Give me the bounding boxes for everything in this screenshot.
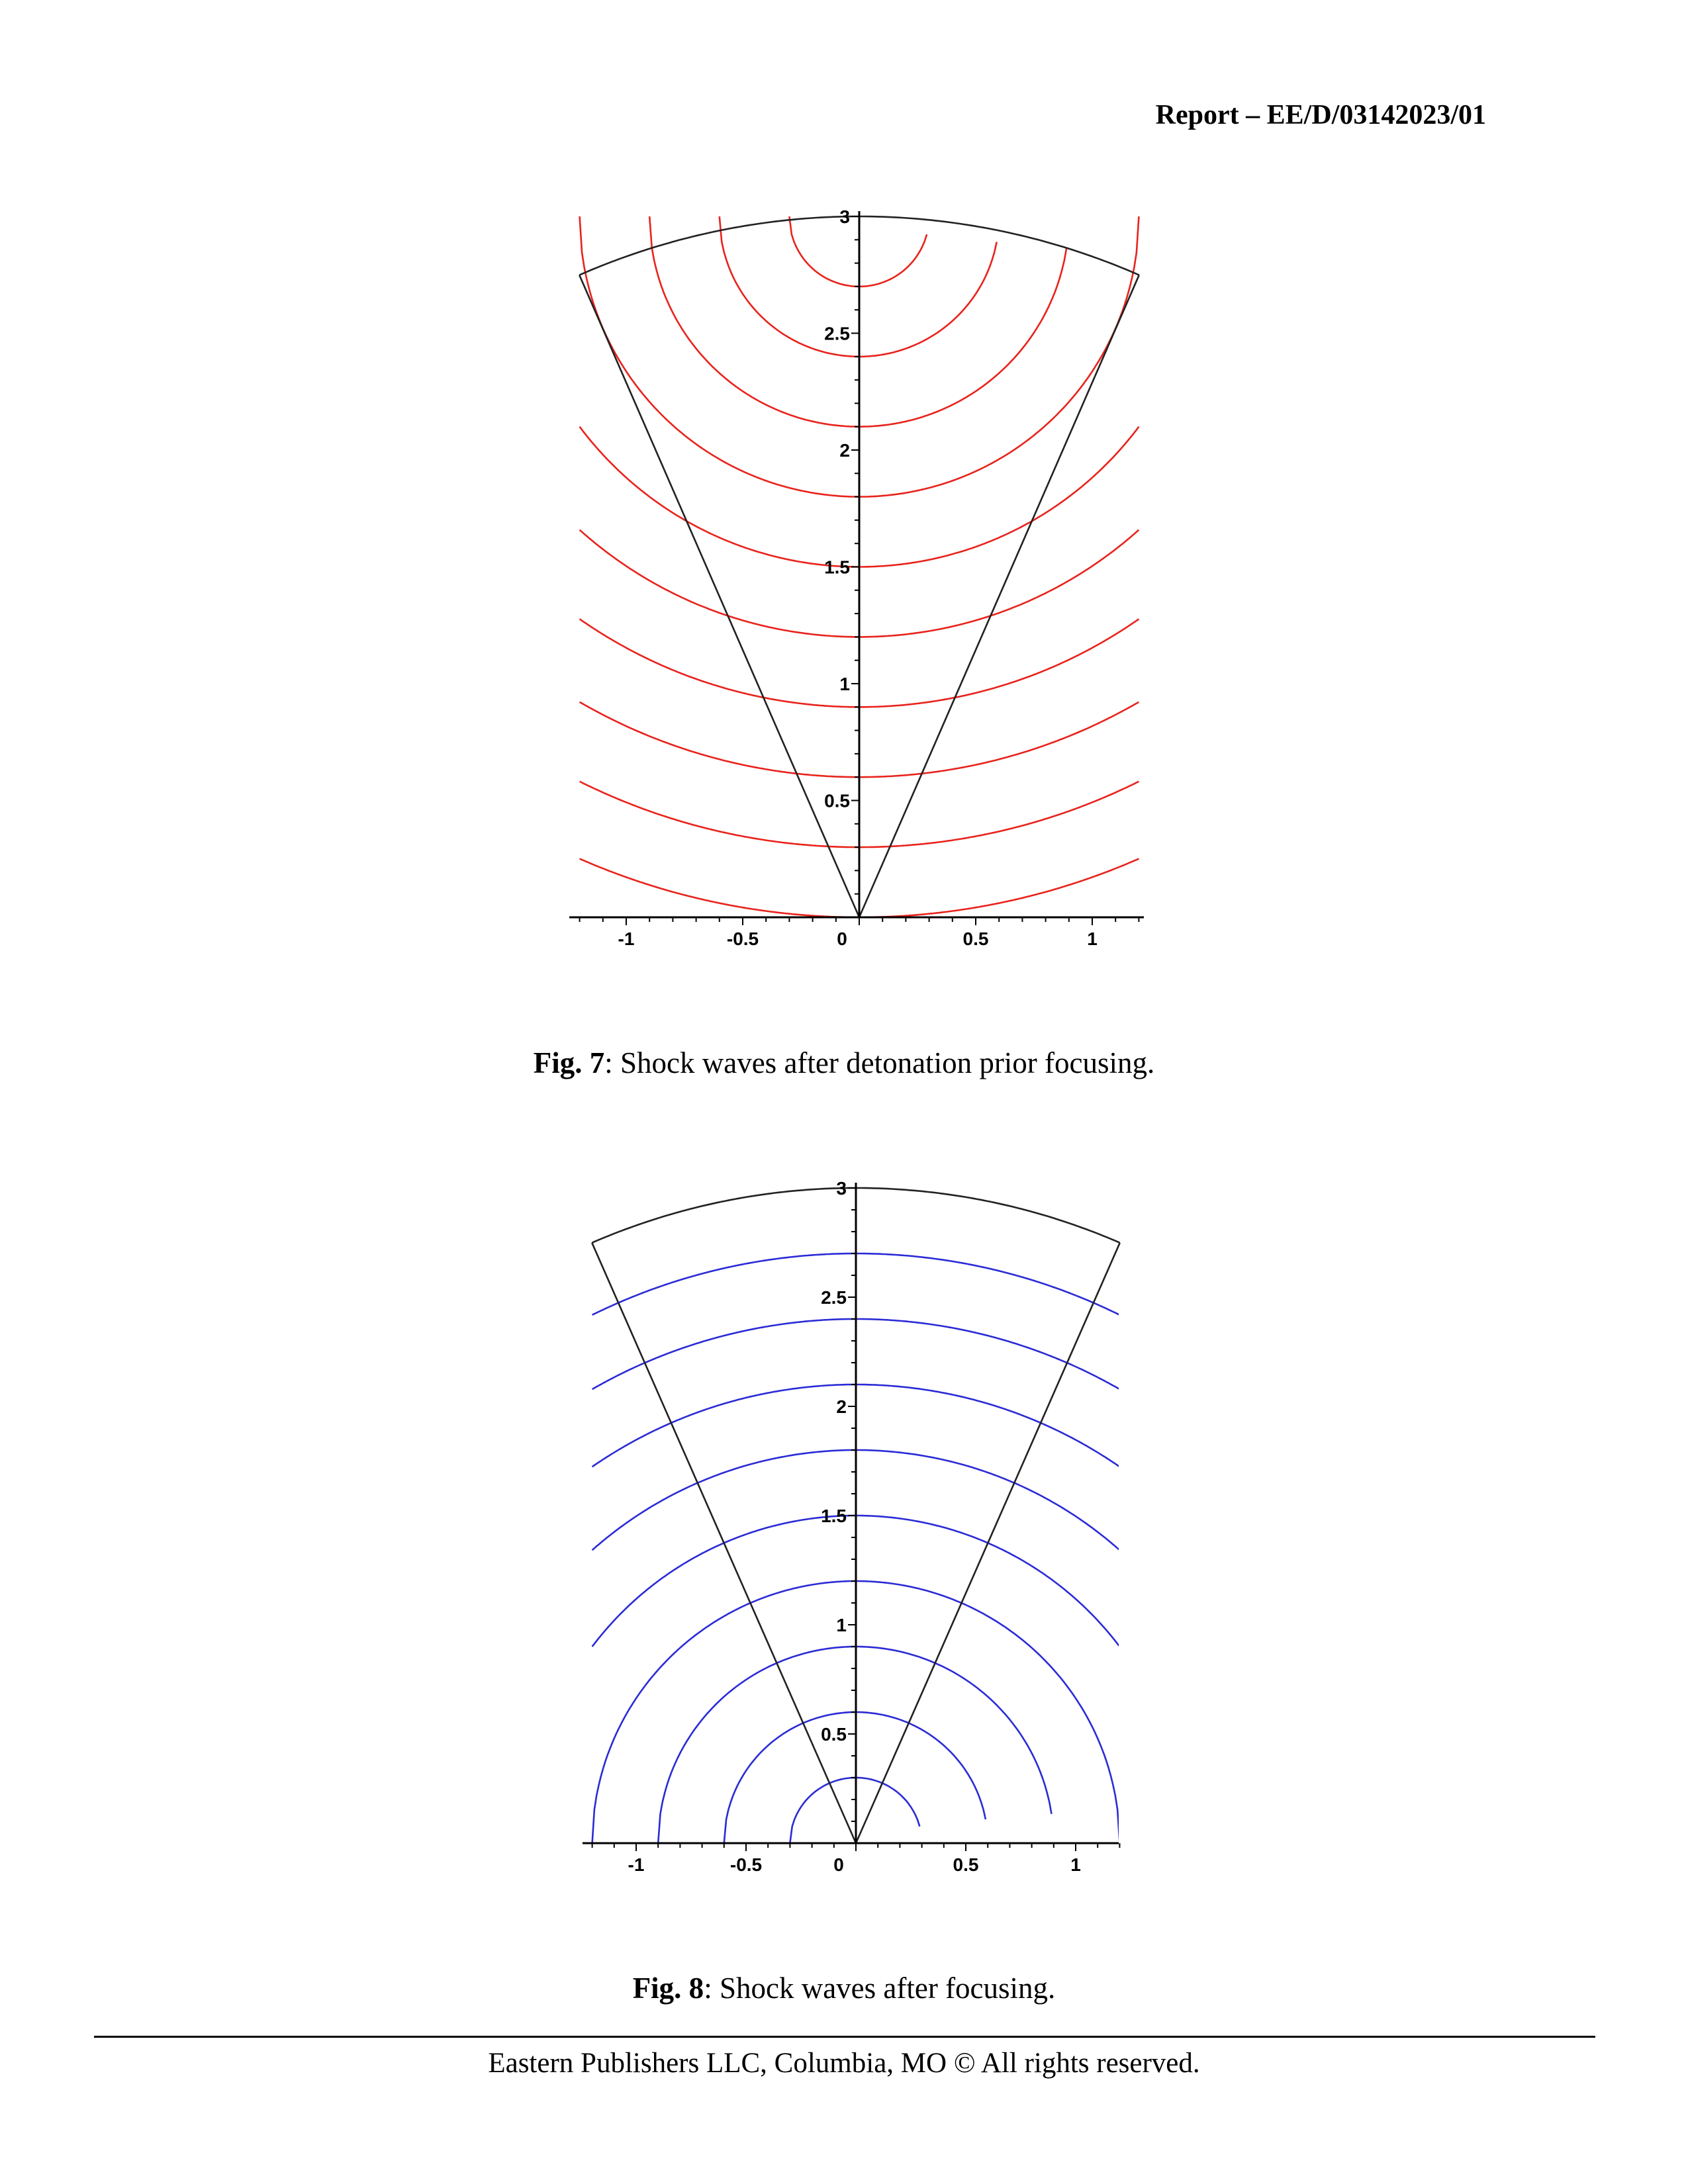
x-tick-label: -1 bbox=[618, 929, 635, 949]
footer-divider bbox=[94, 2036, 1595, 2038]
y-tick-label: 3 bbox=[839, 206, 850, 227]
y-tick-label: 2 bbox=[839, 440, 850, 461]
shock-wave-1 bbox=[789, 216, 927, 287]
figure-7-label: Fig. 7 bbox=[533, 1046, 605, 1079]
y-tick-label: 0.5 bbox=[824, 790, 850, 811]
x-tick-label: -1 bbox=[628, 1854, 645, 1875]
x-tick-label: 1 bbox=[1087, 929, 1098, 949]
y-tick-label: 2 bbox=[836, 1396, 847, 1417]
y-tick-label: 3 bbox=[836, 1178, 847, 1199]
shock-wave-3 bbox=[658, 1647, 1051, 1843]
sector-left-edge bbox=[592, 1243, 856, 1843]
shock-wave-1 bbox=[790, 1778, 919, 1843]
sector-right-edge bbox=[856, 1243, 1120, 1843]
figure-7-caption bbox=[0, 1046, 1688, 1080]
x-tick-label: 0 bbox=[837, 929, 847, 949]
x-tick-label: -0.5 bbox=[729, 1854, 763, 1875]
figure-7-plot bbox=[0, 179, 1688, 993]
y-tick-label: 1.5 bbox=[824, 557, 850, 578]
report-id-header: Report – EE/D/03142023/01 bbox=[1155, 100, 1486, 130]
figure-8-caption bbox=[0, 1971, 1688, 2005]
axes bbox=[569, 206, 1144, 949]
y-tick-label: 1 bbox=[836, 1615, 847, 1635]
x-tick-label: -0.5 bbox=[726, 929, 759, 949]
y-tick-label: 2.5 bbox=[821, 1287, 847, 1308]
figure-7-caption-text: : Shock waves after detonation prior focusing. bbox=[604, 1046, 1155, 1079]
y-tick-label: 1.5 bbox=[821, 1506, 847, 1526]
figure-8-plot bbox=[0, 1138, 1688, 1899]
figure-8-caption-text: : Shock waves after focusing. bbox=[704, 1972, 1056, 2005]
shock-wave-3 bbox=[649, 216, 1066, 427]
sector-left-edge bbox=[579, 275, 859, 917]
sector-right-edge bbox=[859, 275, 1139, 917]
x-tick-label: 0 bbox=[833, 1854, 844, 1875]
y-tick-label: 2.5 bbox=[824, 323, 850, 344]
x-tick-label: 0.5 bbox=[962, 929, 989, 949]
figure-8-label: Fig. 8 bbox=[632, 1972, 704, 2005]
x-tick-label: 1 bbox=[1070, 1854, 1081, 1875]
y-tick-label: 0.5 bbox=[821, 1724, 847, 1745]
x-tick-label: 0.5 bbox=[953, 1854, 979, 1875]
y-tick-label: 1 bbox=[839, 674, 850, 694]
footer-copyright: Eastern Publishers LLC, Columbia, MO © All rights reserved. bbox=[488, 2048, 1200, 2079]
